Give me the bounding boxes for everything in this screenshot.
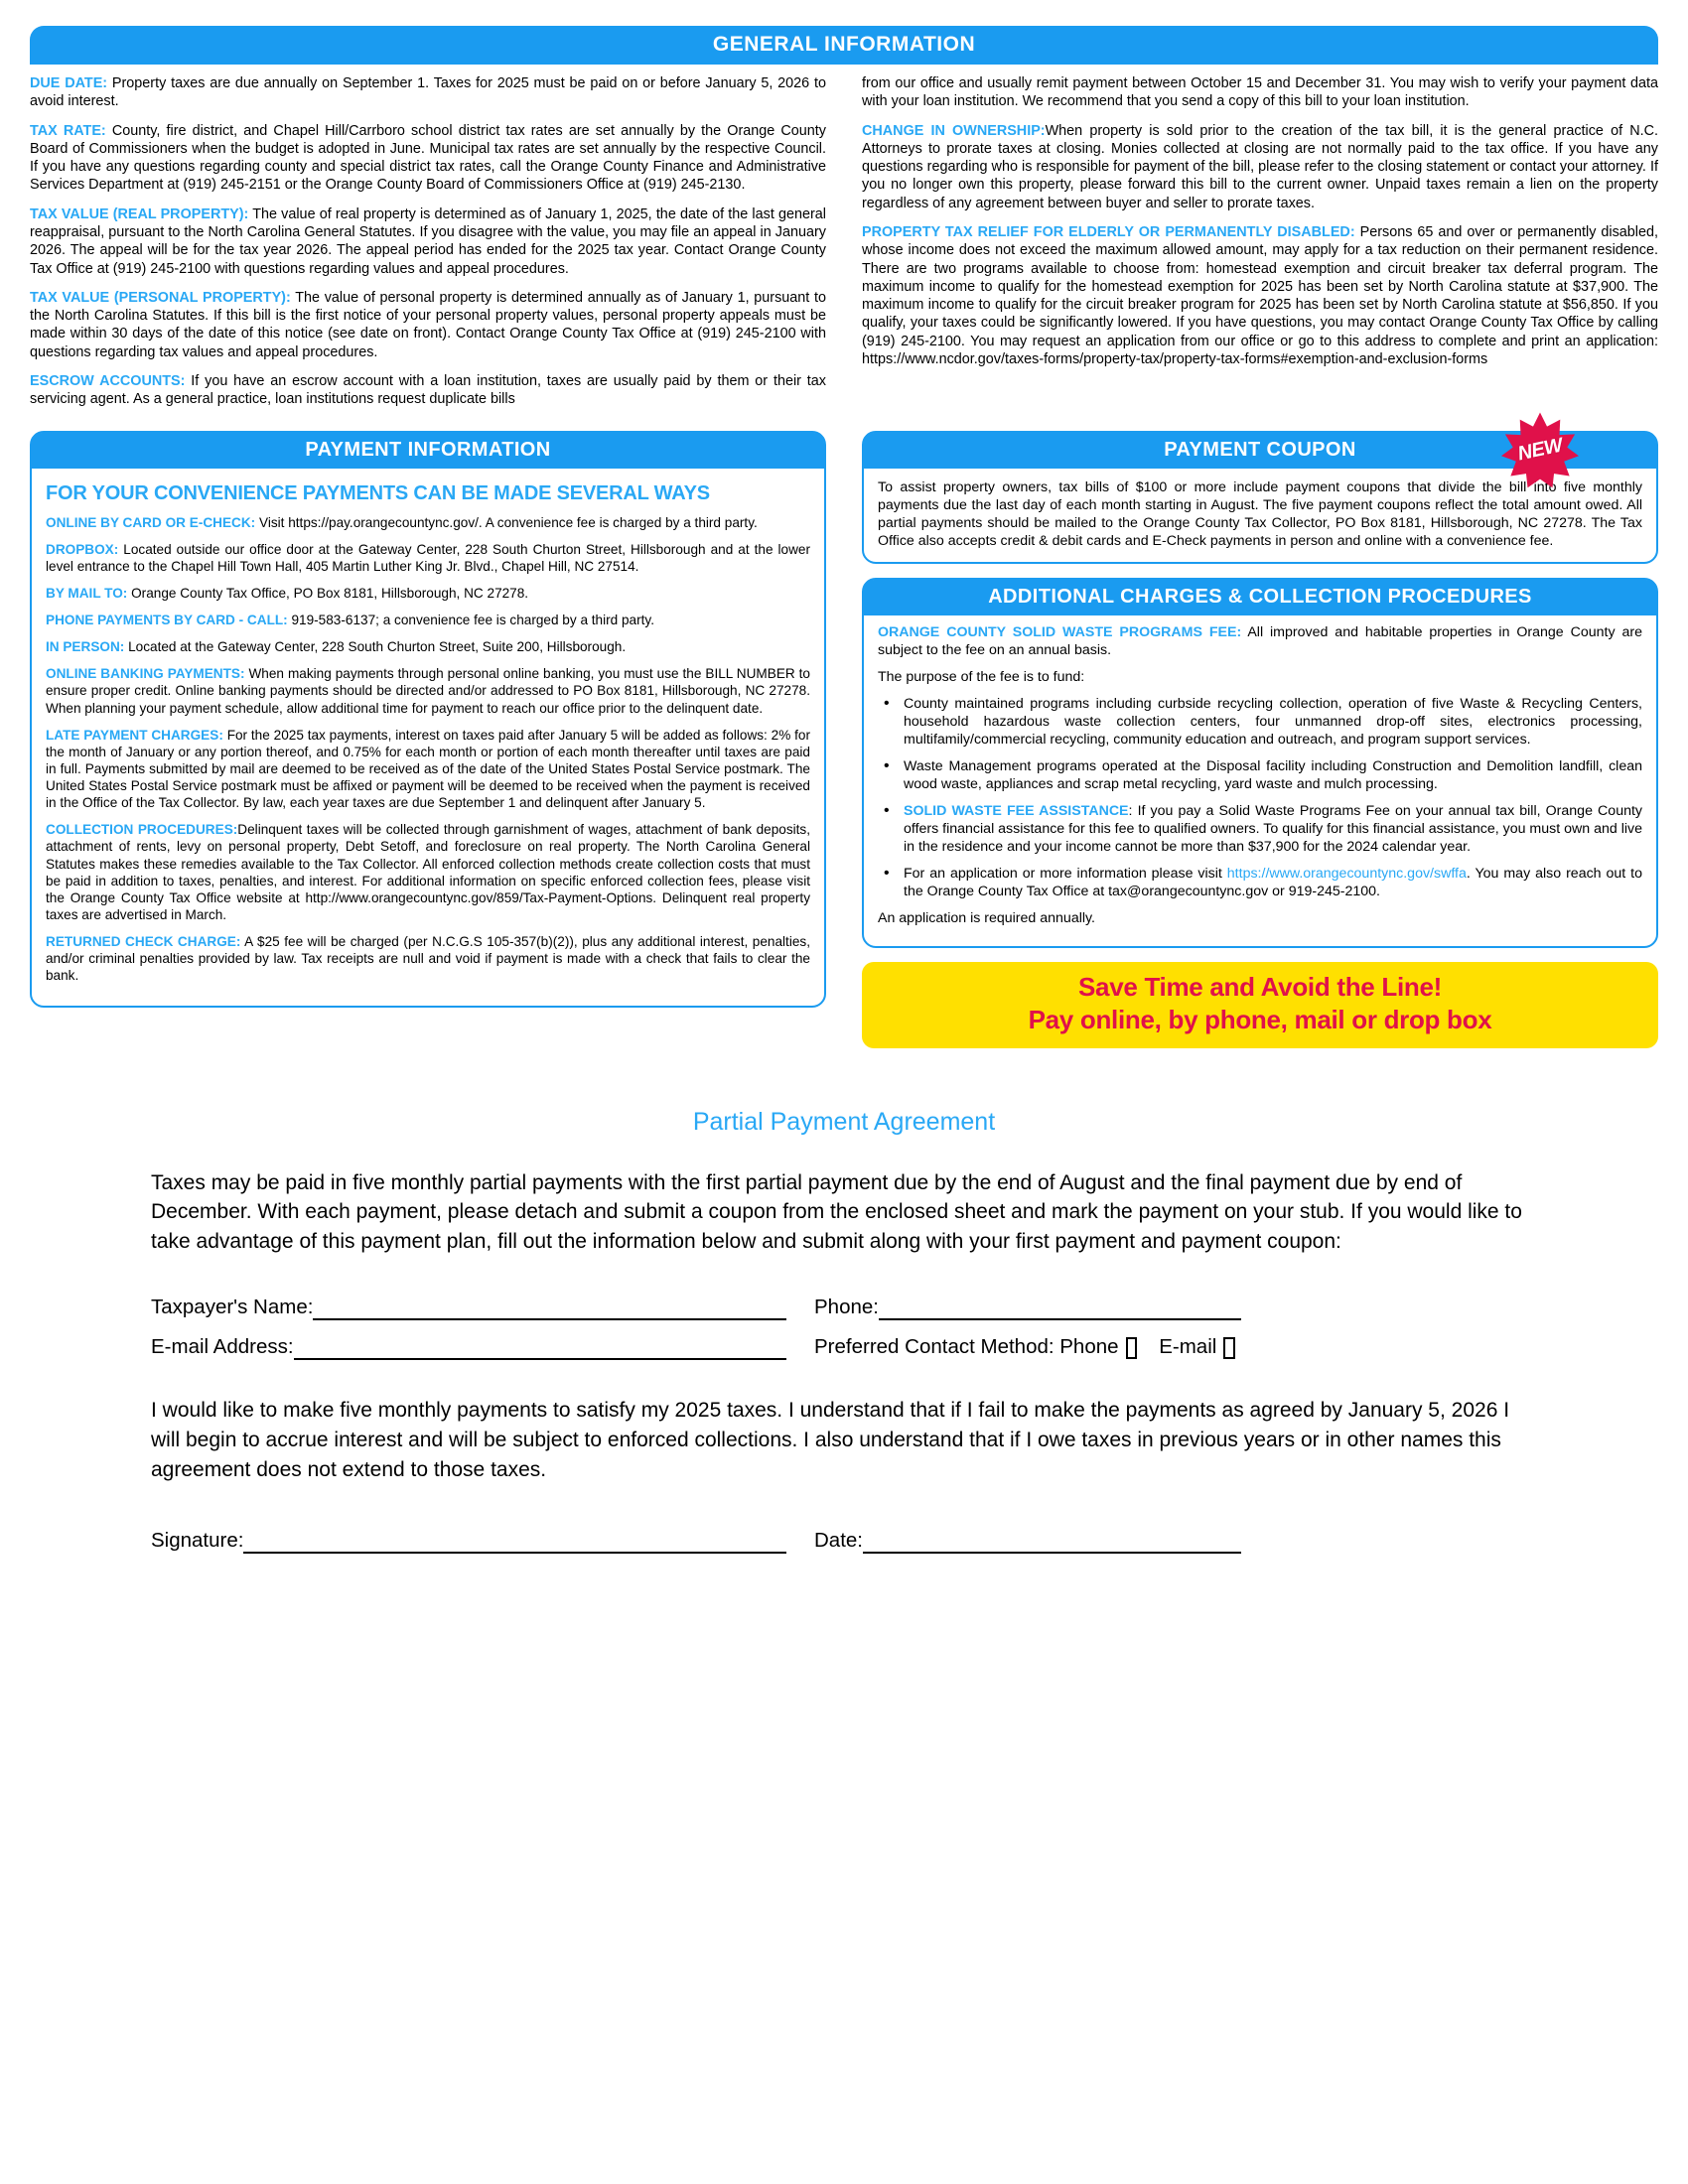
save-time-banner: [862, 962, 1658, 1048]
payment-item-online-banking: [46, 665, 810, 716]
list-item: [904, 695, 1642, 749]
payment-coupon-column: [862, 431, 1658, 1048]
general-information-right-column: [862, 74, 1658, 409]
phone-label: Phone:: [814, 1296, 879, 1318]
paragraph-escrow-continued: [862, 74, 1658, 111]
label-tax-value-personal: TAX VALUE (PERSONAL PROPERTY):: [30, 289, 291, 306]
general-information-header: GENERAL INFORMATION: [30, 26, 1658, 65]
bullet-text-application-after-link: . You may also reach out to the Orange County Tax Office at tax@orangecountync.gov or 919-245-2100.: [904, 865, 1643, 899]
partial-payment-agreement-section: [79, 1108, 1609, 1555]
text-tax-value-personal: The value of personal property is determined annually as of January 1, pursuant to the North Carolina Statutes. If this bill is the first notice of your personal property values, personal property appeals must be made within 30 days of the date of this notice (see date on front). Contact Orange County Tax Office at (919) 245-2100 with questions regarding tax values and appeal procedures.: [30, 289, 826, 360]
text-property-tax-relief: Persons 65 and over or permanently disabled, whose income does not exceed the maximum allowed amount, may apply for a tax reduction on their permanent residence. There are two programs available to choose from: homestead exemption and circuit breaker tax deferral program. The maximum income to qualify for the homestead exemption for 2025 has been set by North Carolina statute at $37,900. The maximum income to qualify for the circuit breaker program for 2025 has been set by North Carolina statute at $56,850. If you qualify, your taxes could be significantly lowered. If you have questions, you may contact Orange County Tax Office by calling (919) 245-2100. You may request an application from our office or go to this address to complete and print an application: https://www.ncdor.gov/taxes-forms/property-tax/property-tax-forms#exemption-and-exclusion-forms: [862, 223, 1658, 367]
additional-charges-header: ADDITIONAL CHARGES & COLLECTION PROCEDURES: [864, 580, 1656, 615]
payment-coupon-panel: [862, 431, 1658, 564]
phone-field-group: [814, 1295, 1241, 1320]
bullet-text-county-programs: County maintained programs including curbside recycling collection, operation of five Waste & Recycling Centers, household hazardous waste collection centers, four unmanned drop-off sites, electronics processing, multifamily/commercial recycling, community education and outreach, and program support services.: [904, 695, 1642, 748]
payment-item-by-mail: [46, 585, 810, 602]
text-solid-waste-programs-fee: All improved and habitable properties in Orange County are subject to the fee on an annual basis.: [878, 623, 1643, 658]
date-field-group: [814, 1528, 1241, 1554]
preferred-contact-group: [814, 1335, 1241, 1360]
taxpayer-name-label: Taxpayer's Name:: [151, 1296, 314, 1318]
label-property-tax-relief: PROPERTY TAX RELIEF FOR ELDERLY OR PERMANENTLY DISABLED:: [862, 223, 1355, 240]
label-escrow-accounts: ESCROW ACCOUNTS:: [30, 372, 186, 389]
label-change-in-ownership: CHANGE IN OWNERSHIP:: [862, 122, 1046, 139]
additional-charges-panel: [862, 578, 1658, 948]
paragraph-tax-rate: [30, 122, 826, 195]
payment-coupon-header: PAYMENT COUPON: [864, 433, 1656, 469]
swffa-link[interactable]: https://www.orangecountync.gov/swffa: [1226, 865, 1467, 882]
solid-waste-fee-paragraph: [878, 623, 1642, 659]
text-collection-procedures: Delinquent taxes will be collected through garnishment of wages, attachment of bank deposits, attachment of rents, levy on personal property, Debt Setoff, and foreclosure on real property. The North Carolina General Statutes makes these remedies available to the Tax Collector. All enforced collection methods create collection costs that must be paid in addition to taxes, penalties, and interest. For additional information on specific enforced collection fees, please visit the Orange County Tax Office website at http://www.orangecountync.gov/859/Tax-Payment-Options. Delinquent real property taxes are advertised in March.: [46, 822, 810, 922]
purpose-of-fee-line: The purpose of the fee is to fund:: [878, 668, 1085, 685]
payment-coupon-header-wrap: [864, 433, 1656, 469]
email-address-input[interactable]: [294, 1334, 786, 1360]
payment-information-column: [30, 431, 826, 1009]
paragraph-property-tax-relief: [862, 223, 1658, 368]
payment-information-header: PAYMENT INFORMATION: [32, 433, 824, 469]
payment-information-panel: [30, 431, 826, 1009]
bullet-text-fee-assistance: : If you pay a Solid Waste Programs Fee on your annual tax bill, Orange County offers financial assistance for this fee to qualified owners. To qualify for this financial assistance, you must own and live in the residence and your income cannot be more than $37,900 for the 2024 calendar year.: [904, 802, 1643, 855]
bullet-text-application-before-link: For an application or more information please visit: [904, 865, 1227, 882]
label-dropbox: DROPBOX:: [46, 541, 119, 557]
email-address-label: E-mail Address:: [151, 1335, 294, 1358]
label-online-card: ONLINE BY CARD OR E-CHECK:: [46, 514, 256, 530]
partial-payment-agreement-title: Partial Payment Agreement: [692, 1107, 996, 1136]
date-label: Date:: [814, 1529, 863, 1553]
middle-row: [30, 431, 1658, 1048]
partial-payment-agreement-body: [79, 1168, 1609, 1555]
signature-field-group: [151, 1528, 786, 1554]
text-escrow-continued: from our office and usually remit payment between October 15 and December 31. You may wish to verify your payment data with your loan institution. We recommend that you send a copy of this bill to your loan institution.: [862, 75, 1658, 110]
paragraph-tax-value-personal: [30, 289, 826, 361]
email-field-group: [151, 1334, 786, 1360]
taxpayer-name-input[interactable]: [313, 1295, 786, 1320]
payment-item-phone: [46, 612, 810, 628]
label-due-date: DUE DATE:: [30, 75, 108, 91]
label-in-person: IN PERSON:: [46, 639, 125, 655]
date-input[interactable]: [863, 1528, 1241, 1554]
label-returned-check-charge: RETURNED CHECK CHARGE:: [46, 934, 241, 949]
label-collection-procedures: COLLECTION PROCEDURES:: [46, 822, 238, 838]
paragraph-tax-value-real: [30, 205, 826, 278]
signature-input[interactable]: [243, 1528, 786, 1554]
preferred-contact-email-checkbox[interactable]: [1223, 1337, 1235, 1359]
text-late-payment-charges: For the 2025 tax payments, interest on taxes paid after January 5 will be added as follows: 2% for the month of January or any portion thereof, and 0.75% for each month or portion of each month thereafter until taxes are paid in full. Payments submitted by mail are deemed to be received as of the date of the United States Postal Service postmark. The United States Postal Service postmark must be affixed or payment will be deemed to be received when the payment is received in the Office of the Tax Collector. By law, each year taxes are due September 1 and delinquent after January 5.: [46, 727, 811, 811]
text-returned-check-charge: A $25 fee will be charged (per N.C.G.S 105-357(b)(2)), plus any additional interest, penalties, and/or criminal penalties provided by law. Tax receipts are null and void if payment is made with a check that fails to clear the bank.: [46, 934, 810, 984]
payment-item-collection-procedures: [46, 821, 810, 923]
payment-item-in-person: [46, 638, 810, 655]
text-by-mail: Orange County Tax Office, PO Box 8181, Hillsborough, NC 27278.: [127, 585, 529, 601]
payment-information-subheading: FOR YOUR CONVENIENCE PAYMENTS CAN BE MADE SEVERAL WAYS: [46, 481, 710, 504]
label-late-payment-charges: LATE PAYMENT CHARGES:: [46, 727, 223, 743]
paragraph-due-date: [30, 74, 826, 111]
general-information-section: [30, 26, 1658, 409]
list-item: [904, 757, 1642, 793]
form-row-signature-date: [151, 1528, 1537, 1554]
new-badge-label: NEW: [1515, 433, 1565, 465]
application-required-note: An application is required annually.: [878, 910, 1095, 927]
payment-item-dropbox: [46, 541, 810, 575]
partial-payment-intro-text: Taxes may be paid in five monthly partial payments with the first partial payment due by the end of August and the final payment due by end of December. With each payment, please detach and submit a coupon from the enclosed sheet and mark the payment on your stub. If you would like to take advantage of this payment plan, fill out the information below and submit along with your first payment and payment coupon:: [151, 1170, 1522, 1254]
label-solid-waste-programs-fee: ORANGE COUNTY SOLID WASTE PROGRAMS FEE:: [878, 623, 1242, 640]
text-tax-value-real: The value of real property is determined as of January 1, 2025, the date of the last general reappraisal, pursuant to the North Carolina General Statutes. If you disagree with the value, you may file an appeal in January 2026. The appeal will be for the tax year 2026. The appeal period has ended for the 2025 tax year. Contact Orange County Tax Office at (919) 245-2100 with questions regarding values and appeal procedures.: [30, 205, 826, 277]
label-solid-waste-fee-assistance: SOLID WASTE FEE ASSISTANCE: [904, 802, 1129, 819]
general-information-left-column: [30, 74, 826, 409]
label-tax-rate: TAX RATE:: [30, 122, 106, 139]
form-row-name-phone: [151, 1295, 1537, 1320]
label-phone-payments: PHONE PAYMENTS BY CARD - CALL:: [46, 613, 288, 627]
label-online-banking: ONLINE BANKING PAYMENTS:: [46, 666, 245, 682]
payment-coupon-text: To assist property owners, tax bills of $100 or more include payment coupons that divide the bill into five monthly payments due the last day of each month starting in August. The five payment coupons reflect the total amount owed. All partial payments should be mailed to the Orange County Tax Collector, PO Box 8181, Hillsborough, NC 27278. The Tax Office also accepts credit & debit cards and E-Check payments in person and online with a convenience fee.: [878, 478, 1642, 549]
text-due-date: Property taxes are due annually on September 1. Taxes for 2025 must be paid on or before January 5, 2026 to avoid interest.: [30, 75, 826, 110]
text-tax-rate: County, fire district, and Chapel Hill/Carrboro school district tax rates are set annually by the Orange County Board of Commissioners when the budget is adopted in June. Municipal tax rates are set annually by the respective Council. If you have any questions regarding county and special district tax rates, call the Orange County Finance and Administrative Services Department at (919) 245-2151 or the Orange County Board of Commissioners Office at (919) 245-2130.: [30, 122, 826, 194]
taxpayer-name-field-group: [151, 1295, 786, 1320]
new-badge-starburst-icon: [1501, 411, 1579, 488]
general-information-columns: [30, 74, 1658, 409]
preferred-contact-phone-checkbox[interactable]: [1126, 1337, 1138, 1359]
payment-information-body: [32, 469, 824, 1007]
text-change-in-ownership: When property is sold prior to the creation of the tax bill, it is the general practice of N.C. Attorneys to prorate taxes at closing. Monies collected at closing are not normally paid to the tax office. If you have any questions regarding who is responsible for payment of the bill, please refer to the closing statement or contact your attorney. If you no longer own this property, please forward this bill to the current owner. Unpaid taxes remain a lien on the property regardless of any agreement between buyer and seller to prorate taxes.: [862, 122, 1658, 211]
preferred-contact-method-label: Preferred Contact Method: Phone: [814, 1335, 1119, 1358]
paragraph-escrow-accounts: [30, 372, 826, 409]
label-by-mail: BY MAIL TO:: [46, 585, 128, 601]
signature-label: Signature:: [151, 1529, 244, 1553]
phone-input[interactable]: [879, 1295, 1241, 1320]
text-escrow-accounts: If you have an escrow account with a loan institution, taxes are usually paid by them or their tax servicing agent. As a general practice, loan institutions request duplicate bills: [30, 372, 826, 408]
payment-item-late-charges: [46, 727, 810, 812]
payment-item-online-card: [46, 514, 810, 531]
save-time-banner-line1: Save Time and Avoid the Line!: [1078, 972, 1442, 1003]
bullet-text-waste-management: Waste Management programs operated at the Disposal facility including Construction and Demolition landfill, clean wood waste, appliances and scrap metal recycling, yard waste and mulch processing.: [904, 757, 1642, 792]
text-phone-payments: 919-583-6137; a convenience fee is charged by a third party.: [287, 613, 654, 627]
text-online-banking: When making payments through personal online banking, you must use the BILL NUMBER to ensure proper credit. Online banking payments should be directed and/or addressed to PO Box 8181, Hillsborough, NC 27278. When planning your payment schedule, allow additional time for payment to reach our office prior to the delinquent date.: [46, 666, 810, 716]
list-item: [904, 802, 1642, 856]
label-tax-value-real: TAX VALUE (REAL PROPERTY):: [30, 205, 249, 222]
paragraph-change-in-ownership: [862, 122, 1658, 212]
text-dropbox: Located outside our office door at the Gateway Center, 228 South Churton Street, Hillsborough and at the lower level entrance to the Chapel Hill Town Hall, 405 Martin Luther King Jr. Blvd., Chapel Hill, NC 27514.: [46, 541, 810, 574]
partial-payment-agreement-text: I would like to make five monthly payments to satisfy my 2025 taxes. I understand that if I fail to make the payments as agreed by January 5, 2026 I will begin to accrue interest and will be subject to enforced collections. I also understand that if I owe taxes in previous years or in other names this agreement does not extend to those taxes.: [151, 1399, 1510, 1481]
text-online-card: Visit https://pay.orangecountync.gov/. A convenience fee is charged by a third party.: [255, 514, 758, 530]
list-item: [904, 865, 1642, 900]
save-time-banner-line2: Pay online, by phone, mail or drop box: [1028, 1004, 1492, 1034]
payment-item-returned-check: [46, 933, 810, 984]
fee-purpose-bullet-list: [878, 695, 1642, 900]
preferred-contact-email-label: E-mail: [1159, 1335, 1217, 1358]
additional-charges-body: [864, 615, 1656, 946]
text-in-person: Located at the Gateway Center, 228 South Churton Street, Suite 200, Hillsborough.: [124, 639, 627, 655]
form-row-email-contact: [151, 1334, 1537, 1360]
